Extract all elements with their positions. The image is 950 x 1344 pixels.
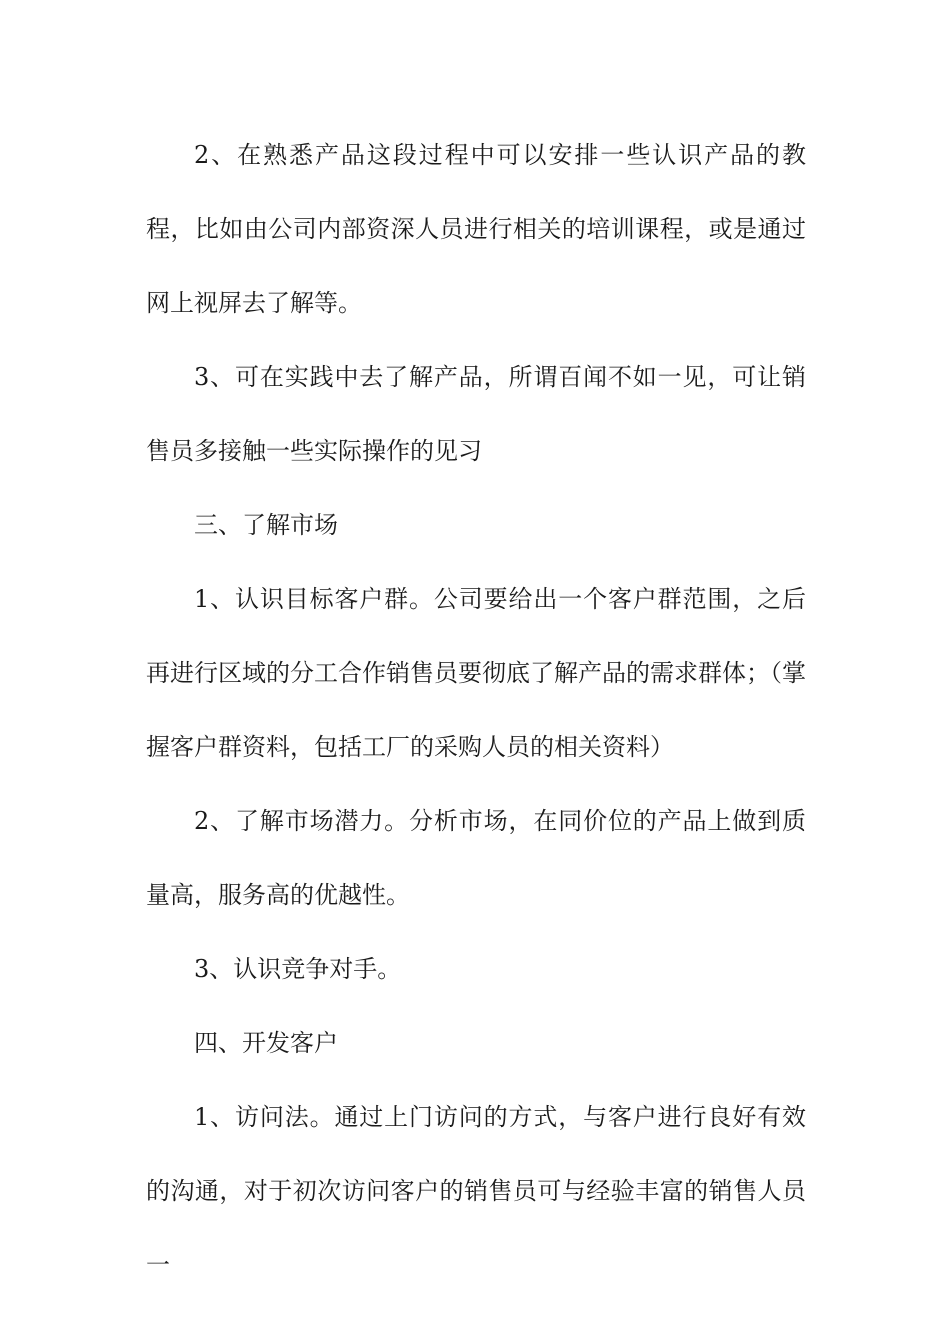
paragraph-3: 1、认识目标客户群。公司要给出一个客户群范围，之后再进行区域的分工合作销售员要彻底了解产品的需求群体；（掌握客户群资料，包括工厂的采购人员的相关资料）	[146, 585, 806, 761]
paragraph-6: 1、访问法。通过上门访问的方式，与客户进行良好有效的沟通，对于初次访问客户的销售员可与经验丰富的销售人员一	[146, 1103, 806, 1279]
paragraph-5: 3、认识竞争对手。	[194, 955, 402, 983]
document-body	[146, 118, 806, 1302]
section-heading-customers: 四、开发客户	[194, 1029, 338, 1057]
paragraph-4: 2、了解市场潜力。分析市场，在同价位的产品上做到质量高，服务高的优越性。	[146, 807, 806, 909]
section-heading-market: 三、了解市场	[194, 511, 338, 539]
paragraph-2: 3、可在实践中去了解产品，所谓百闻不如一见，可让销售员多接触一些实际操作的见习	[146, 363, 806, 465]
paragraph-1: 2、在熟悉产品这段过程中可以安排一些认识产品的教程，比如由公司内部资深人员进行相关的培训课程，或是通过网上视屏去了解等。	[146, 141, 806, 317]
